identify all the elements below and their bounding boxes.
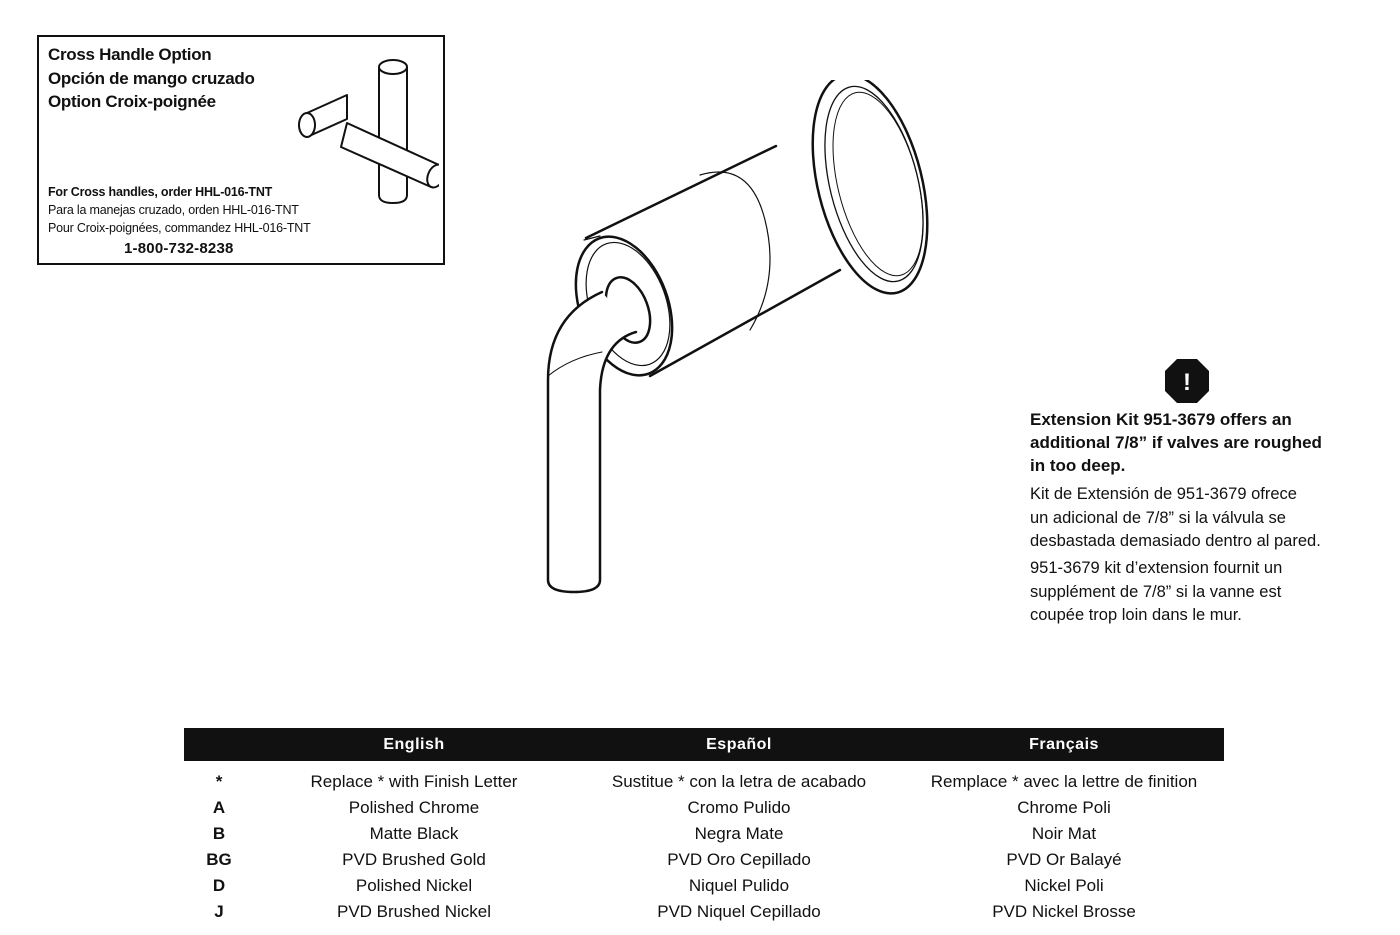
extension-note-en-line: in too deep. — [1030, 456, 1126, 475]
extension-note-en-line: additional 7/8” if valves are roughed — [1030, 433, 1322, 452]
cross-handle-title — [48, 43, 255, 114]
order-text-en: For Cross handles, order HHL-016-TNT — [48, 185, 273, 199]
cross-handle-order-info — [48, 183, 311, 237]
extension-note-fr — [1030, 557, 1282, 628]
finish-english: PVD Brushed Nickel — [336, 902, 491, 921]
phone-number: 1-800-732-8238 — [124, 240, 234, 257]
finish-table — [184, 728, 1224, 925]
extension-note-fr-line: 951-3679 kit d’extension fournit un — [1030, 559, 1283, 577]
finish-code: BG — [206, 850, 232, 869]
table-row — [184, 873, 1224, 899]
extension-note-es-line: desbastada demasiado dentro al pared. — [1030, 532, 1321, 550]
cross-handle-illustration — [289, 55, 439, 205]
extension-note-es — [1030, 483, 1321, 554]
finish-table-header — [184, 728, 1224, 761]
order-text-fr: Pour Croix-poignées, commandez HHL-016-TNT — [48, 221, 311, 235]
table-row — [184, 847, 1224, 873]
warning-glyph: ! — [1183, 369, 1191, 396]
cross-handle-title-fr: Option Croix-poignée — [48, 92, 216, 111]
finish-english: Polished Chrome — [348, 798, 480, 817]
finish-english: Matte Black — [369, 824, 459, 843]
finish-espanol: Negra Mate — [694, 824, 784, 843]
table-row — [184, 761, 1224, 795]
table-row — [184, 795, 1224, 821]
finish-francais: Nickel Poli — [1024, 876, 1104, 895]
finish-francais: PVD Or Balayé — [1006, 850, 1122, 869]
finish-code: * — [215, 772, 223, 791]
cross-handle-title-es: Opción de mango cruzado — [48, 68, 255, 88]
finish-code: J — [214, 902, 224, 921]
finish-francais: Noir Mat — [1031, 824, 1097, 843]
lever-handle-illustration — [540, 80, 940, 600]
extension-note-en — [1030, 408, 1370, 477]
warning-octagon-icon — [1163, 357, 1211, 405]
finish-francais: Chrome Poli — [1017, 798, 1111, 817]
finish-espanol: PVD Oro Cepillado — [667, 850, 811, 869]
finish-code: B — [212, 824, 226, 843]
extension-note-fr-line: supplément de 7/8” si la vanne est — [1030, 582, 1282, 601]
extension-note-en-line: Extension Kit 951-3679 offers an — [1030, 410, 1292, 429]
finish-english: Replace * with Finish Letter — [310, 772, 518, 791]
cross-handle-title-en: Cross Handle Option — [48, 45, 212, 64]
extension-note-es-line: Kit de Extensión de 951-3679 ofrece — [1030, 485, 1297, 503]
finish-espanol: Cromo Pulido — [687, 798, 791, 817]
table-row — [184, 821, 1224, 847]
finish-espanol: PVD Niquel Cepillado — [657, 902, 821, 921]
order-text-es: Para la manejas cruzado, orden HHL-016-TNT — [48, 203, 299, 217]
finish-francais: Remplace * avec la lettre de finition — [930, 772, 1198, 791]
finish-code: D — [212, 876, 226, 895]
finish-espanol: Niquel Pulido — [688, 876, 790, 895]
finish-english: Polished Nickel — [355, 876, 473, 895]
header-espanol: Español — [574, 728, 904, 761]
extension-note-fr-line: coupée trop loin dans le mur. — [1030, 606, 1242, 624]
finish-espanol: Sustitue * con la letra de acabado — [611, 772, 867, 791]
header-code — [184, 728, 254, 761]
header-francais: Français — [904, 728, 1224, 761]
finish-francais: PVD Nickel Brosse — [992, 902, 1136, 921]
extension-note-es-line: un adicional de 7/8” si la válvula se — [1030, 508, 1286, 527]
finish-english: PVD Brushed Gold — [342, 850, 486, 869]
finish-code: A — [212, 798, 226, 817]
table-row — [184, 899, 1224, 925]
cross-handle-option-box — [37, 35, 445, 265]
header-english: English — [254, 728, 574, 761]
